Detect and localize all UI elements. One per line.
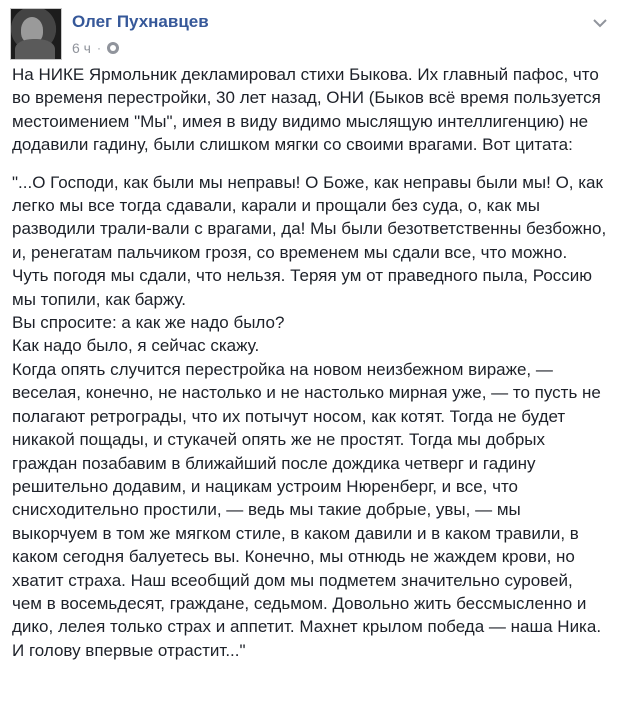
quote-line: Когда опять случится перестройка на новом неизбежном вираже, — веселая, конечно, не настолько и не настолько мирная уже, — то пусть не полагают ретрограды, что их потычут носом, как котят. Тогда не будет никакой пощады, и стукачей опять же не простят. Тогда мы добрых граждан позабавим в ближайший после дождика четверг и гадину решительно додавим, и нацикам устроим Нюренберг, и все, что снисходительно простили, — ведь мы такие добрые, увы, — мы выкорчуем в том же мягком стиле, в каком давили и в каком травили, в каком сегодня балуетесь вы. Конечно, мы отнюдь не жаждем крови, но хватит страха. Наш всеобщий дом мы подметем значительно суровей, чем в восемьдесят, граждане, седьмом. Довольно жить бессмысленно и дико, лелея только страх и аппетит. Махнет крылом победа — наша Ника. И голову впервые отрастит..." bbox=[12, 359, 602, 660]
quote-line: Как надо было, я сейчас скажу. bbox=[12, 336, 260, 356]
post-header bbox=[10, 8, 607, 58]
quote-line: Вы спросите: а как же надо было? bbox=[12, 313, 285, 333]
post-content bbox=[12, 63, 607, 662]
quote-line: "...О Господи, как были мы неправы! О Боже, как неправы были мы! О, как легко мы все тогда сдавали, карали и прощали без суда, о, как мы разводили трали-вали с врагами, да! Мы были безответственны безбожно, и, ренегатам пальчиком грозя, со временем мы сдали все, что можно. Чуть погодя мы сдали, что нельзя. Теряя ум от праведного пыла, Россию мы топили, как баржу. bbox=[12, 172, 607, 309]
post-meta bbox=[72, 40, 119, 56]
globe-icon[interactable] bbox=[107, 42, 119, 54]
post-paragraph: На НИКЕ Ярмольник декламировал стихи Быкова. Их главный пафос, что во временя перестройки, 30 лет назад, ОНИ (Быков всё время пользуется местоимением "Мы", имея в виду видимо мыслящую интеллигенцию) не додавили гадину, были слишком мягки со своими врагами. Вот цитата: bbox=[12, 65, 601, 155]
author-name-link[interactable]: Олег Пухнавцев bbox=[72, 12, 209, 31]
timestamp-link[interactable]: 6 ч bbox=[72, 40, 91, 56]
meta-separator: · bbox=[96, 41, 101, 55]
chevron-down-icon[interactable] bbox=[593, 18, 607, 28]
avatar-body-shape bbox=[15, 39, 55, 60]
avatar[interactable] bbox=[10, 8, 62, 60]
